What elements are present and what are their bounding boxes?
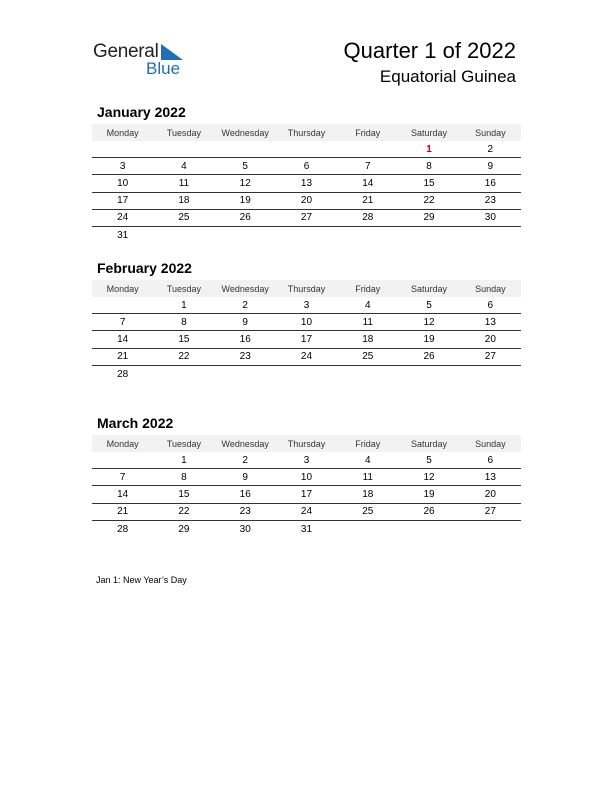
day-cell: 22 xyxy=(423,195,435,207)
day-cell: 31 xyxy=(300,523,313,535)
day-cell: 25 xyxy=(178,212,190,224)
day-cell: 7 xyxy=(119,471,126,483)
day-cell: 1 xyxy=(426,143,432,155)
page-subtitle: Equatorial Guinea xyxy=(379,67,516,86)
day-cell: 12 xyxy=(239,177,251,189)
day-cell: 4 xyxy=(364,454,371,466)
day-cell: 10 xyxy=(117,177,129,189)
week-row xyxy=(92,175,521,192)
day-cell: 17 xyxy=(117,195,129,207)
day-cell: 4 xyxy=(181,160,187,172)
day-cell: 25 xyxy=(362,351,374,363)
weekday-label: Tuesday xyxy=(166,438,202,449)
day-cell: 14 xyxy=(117,333,129,345)
day-cell: 6 xyxy=(487,299,494,311)
day-cell: 21 xyxy=(117,351,129,363)
week-row xyxy=(92,504,521,521)
weekday-label: Sunday xyxy=(475,283,506,294)
page-title: Quarter 1 of 2022 xyxy=(343,38,516,63)
day-cell: 23 xyxy=(239,351,251,363)
weekday-label: Monday xyxy=(106,283,139,294)
day-cell: 15 xyxy=(423,177,435,189)
weekday-label: Wednesday xyxy=(221,127,269,138)
weekday-label: Wednesday xyxy=(221,438,269,449)
day-cell: 16 xyxy=(484,177,496,189)
day-cell: 24 xyxy=(300,351,313,363)
day-cell: 30 xyxy=(239,523,251,535)
week-row xyxy=(92,193,521,210)
week-row xyxy=(92,331,521,348)
day-cell: 23 xyxy=(239,506,251,518)
day-cell: 28 xyxy=(117,523,129,535)
day-cell: 16 xyxy=(239,488,251,500)
weekday-header xyxy=(92,124,521,141)
day-cell: 3 xyxy=(303,299,310,311)
day-cell: 27 xyxy=(300,212,313,224)
weekday-label: Wednesday xyxy=(221,283,269,294)
day-cell: 9 xyxy=(242,316,248,328)
weekday-header xyxy=(92,435,521,452)
weekday-label: Saturday xyxy=(411,127,448,138)
week-row xyxy=(92,158,521,175)
day-cell: 1 xyxy=(181,454,187,466)
day-cell: 2 xyxy=(242,299,248,311)
weekday-label: Sunday xyxy=(475,438,506,449)
day-cell: 6 xyxy=(487,454,494,466)
day-cell: 18 xyxy=(178,195,190,207)
weekday-label: Thursday xyxy=(287,438,326,449)
weekday-label: Monday xyxy=(106,438,139,449)
month-title: February 2022 xyxy=(97,260,192,276)
day-cell: 1 xyxy=(181,299,187,311)
day-cell: 13 xyxy=(484,316,496,328)
week-row xyxy=(92,210,521,227)
day-cell: 28 xyxy=(117,368,129,380)
weekday-label: Friday xyxy=(355,438,381,449)
weekday-label: Tuesday xyxy=(166,283,202,294)
day-cell: 26 xyxy=(239,212,251,224)
day-cell: 2 xyxy=(242,454,248,466)
day-cell: 6 xyxy=(303,160,310,172)
holiday-note: Jan 1: New Year’s Day xyxy=(96,575,187,585)
month-title: March 2022 xyxy=(97,415,174,431)
day-cell: 13 xyxy=(484,471,496,483)
day-cell: 19 xyxy=(423,333,435,345)
day-cell: 17 xyxy=(300,488,313,500)
week-row xyxy=(92,349,521,366)
weekday-label: Friday xyxy=(355,283,381,294)
week-row xyxy=(92,314,521,331)
weekday-label: Thursday xyxy=(287,127,326,138)
weekday-label: Friday xyxy=(355,127,381,138)
week-row xyxy=(92,521,521,538)
month-title: January 2022 xyxy=(97,104,186,120)
day-cell: 14 xyxy=(117,488,129,500)
day-cell: 16 xyxy=(239,333,251,345)
day-cell: 5 xyxy=(426,454,432,466)
month-march xyxy=(92,415,521,538)
weekday-header xyxy=(92,280,521,297)
day-cell: 22 xyxy=(178,351,190,363)
day-cell: 30 xyxy=(484,212,496,224)
day-cell: 9 xyxy=(242,471,248,483)
day-cell: 20 xyxy=(300,195,313,207)
week-row xyxy=(92,452,521,469)
day-cell: 7 xyxy=(364,160,371,172)
logo-triangle-icon xyxy=(161,44,183,60)
day-cell: 3 xyxy=(119,160,126,172)
weekday-label: Tuesday xyxy=(166,127,202,138)
day-cell: 7 xyxy=(119,316,126,328)
day-cell: 26 xyxy=(423,506,435,518)
day-cell: 15 xyxy=(178,333,190,345)
weekday-label: Thursday xyxy=(287,283,326,294)
week-row xyxy=(92,141,521,158)
day-cell: 22 xyxy=(178,506,190,518)
day-cell: 31 xyxy=(117,230,129,242)
day-cell: 20 xyxy=(484,333,496,345)
day-cell: 10 xyxy=(300,316,313,328)
day-cell: 19 xyxy=(423,488,435,500)
week-row xyxy=(92,297,521,314)
generalblue-logo xyxy=(93,40,193,80)
month-february xyxy=(92,260,521,383)
weekday-label: Sunday xyxy=(475,127,506,138)
day-cell: 29 xyxy=(423,212,435,224)
day-cell: 29 xyxy=(178,523,190,535)
weekday-label: Monday xyxy=(106,127,139,138)
day-cell: 8 xyxy=(426,160,432,172)
month-weeks xyxy=(92,297,521,383)
logo-blue-text: Blue xyxy=(146,59,181,78)
day-cell: 18 xyxy=(362,333,374,345)
logo-general-text: General xyxy=(93,41,159,62)
day-cell: 10 xyxy=(300,471,313,483)
day-cell: 27 xyxy=(484,351,496,363)
day-cell: 19 xyxy=(239,195,251,207)
day-cell: 24 xyxy=(300,506,313,518)
month-weeks xyxy=(92,141,521,244)
weekday-label: Saturday xyxy=(411,438,448,449)
week-row xyxy=(92,366,521,383)
day-cell: 11 xyxy=(178,177,190,189)
month-january xyxy=(92,104,521,244)
day-cell: 12 xyxy=(423,316,435,328)
day-cell: 15 xyxy=(178,488,190,500)
day-cell: 21 xyxy=(117,506,129,518)
day-cell: 24 xyxy=(117,212,129,224)
day-cell: 9 xyxy=(487,160,494,172)
day-cell: 8 xyxy=(181,316,187,328)
day-cell: 12 xyxy=(423,471,435,483)
day-cell: 28 xyxy=(362,212,374,224)
day-cell: 5 xyxy=(242,160,248,172)
day-cell: 23 xyxy=(484,195,496,207)
day-cell: 14 xyxy=(362,177,374,189)
month-weeks xyxy=(92,452,521,538)
day-cell: 26 xyxy=(423,351,435,363)
day-cell: 25 xyxy=(362,506,374,518)
day-cell: 21 xyxy=(362,195,374,207)
day-cell: 3 xyxy=(303,454,310,466)
day-cell: 8 xyxy=(181,471,187,483)
day-cell: 13 xyxy=(300,177,313,189)
day-cell: 2 xyxy=(487,143,494,155)
week-row xyxy=(92,227,521,244)
week-row xyxy=(92,469,521,486)
day-cell: 11 xyxy=(362,316,373,328)
weekday-label: Saturday xyxy=(411,283,448,294)
day-cell: 27 xyxy=(484,506,496,518)
week-row xyxy=(92,486,521,503)
day-cell: 11 xyxy=(362,471,373,483)
day-cell: 20 xyxy=(484,488,496,500)
day-cell: 17 xyxy=(300,333,313,345)
day-cell: 18 xyxy=(362,488,374,500)
day-cell: 4 xyxy=(364,299,371,311)
day-cell: 5 xyxy=(426,299,432,311)
